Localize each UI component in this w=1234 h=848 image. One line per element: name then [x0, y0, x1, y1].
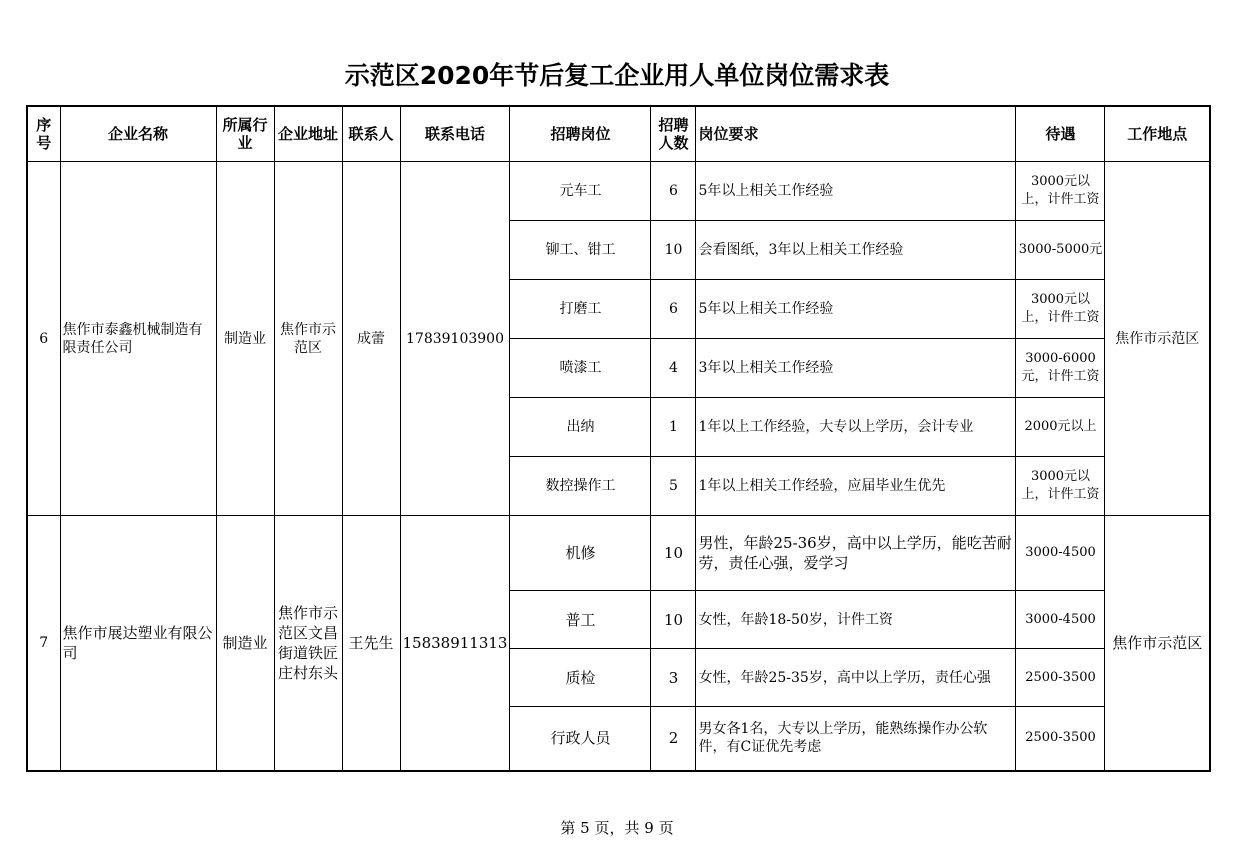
job-salary: 3000-6000元，计件工资 [1016, 339, 1105, 398]
job-count: 6 [651, 280, 696, 339]
job-salary: 3000-4500 [1016, 591, 1105, 649]
job-salary: 2000元以上 [1016, 398, 1105, 457]
job-position: 行政人员 [510, 707, 651, 771]
job-demand-table [26, 105, 1211, 772]
job-requirement: 1年以上工作经验，大专以上学历，会计专业 [696, 398, 1016, 457]
header-requirement: 岗位要求 [696, 106, 1016, 162]
job-requirement: 3年以上相关工作经验 [696, 339, 1016, 398]
job-count: 10 [651, 516, 696, 591]
job-salary: 3000元以上，计件工资 [1016, 162, 1105, 221]
job-requirement: 5年以上相关工作经验 [696, 280, 1016, 339]
header-row [27, 106, 1210, 162]
job-count: 1 [651, 398, 696, 457]
job-position: 喷漆工 [510, 339, 651, 398]
job-count: 4 [651, 339, 696, 398]
company-location: 焦作市示范区 [1105, 516, 1210, 771]
job-salary: 2500-3500 [1016, 707, 1105, 771]
job-position: 元车工 [510, 162, 651, 221]
company-contact: 成蕾 [342, 162, 400, 516]
header-seq: 序号 [27, 106, 60, 162]
job-count: 2 [651, 707, 696, 771]
company-industry: 制造业 [216, 516, 274, 771]
job-position: 机修 [510, 516, 651, 591]
job-requirement: 1年以上相关工作经验，应届毕业生优先 [696, 457, 1016, 516]
job-salary: 3000元以上，计件工资 [1016, 280, 1105, 339]
table-row [27, 162, 1210, 221]
header-company: 企业名称 [60, 106, 216, 162]
company-name: 焦作市泰鑫机械制造有限责任公司 [60, 162, 216, 516]
page-number: 第 5 页，共 9 页 [560, 819, 674, 837]
page-title: 示范区2020年节后复工企业用人单位岗位需求表 [344, 61, 890, 90]
header-phone: 联系电话 [400, 106, 510, 162]
header-industry: 所属行业 [216, 106, 274, 162]
header-contact: 联系人 [342, 106, 400, 162]
job-count: 3 [651, 649, 696, 707]
header-position: 招聘岗位 [510, 106, 651, 162]
job-position: 打磨工 [510, 280, 651, 339]
job-requirement: 男性，年龄25-36岁，高中以上学历，能吃苦耐劳，责任心强，爱学习 [696, 516, 1016, 591]
company-address: 焦作市示范区文昌街道铁匠庄村东头 [274, 516, 342, 771]
job-requirement: 女性，年龄25-35岁，高中以上学历，责任心强 [696, 649, 1016, 707]
job-salary: 3000-4500 [1016, 516, 1105, 591]
company-industry: 制造业 [216, 162, 274, 516]
company-contact: 王先生 [342, 516, 400, 771]
header-count: 招聘人数 [651, 106, 696, 162]
job-position: 数控操作工 [510, 457, 651, 516]
company-phone: 17839103900 [400, 162, 510, 516]
table-row [27, 516, 1210, 591]
header-location: 工作地点 [1105, 106, 1210, 162]
company-location: 焦作市示范区 [1105, 162, 1210, 516]
job-requirement: 女性，年龄18-50岁，计件工资 [696, 591, 1016, 649]
job-position: 普工 [510, 591, 651, 649]
company-address: 焦作市示范区 [274, 162, 342, 516]
job-requirement: 5年以上相关工作经验 [696, 162, 1016, 221]
job-count: 10 [651, 591, 696, 649]
job-salary: 3000-5000元 [1016, 221, 1105, 280]
job-requirement: 男女各1名，大专以上学历，能熟练操作办公软件，有C证优先考虑 [696, 707, 1016, 771]
job-count: 10 [651, 221, 696, 280]
job-salary: 3000元以上，计件工资 [1016, 457, 1105, 516]
job-position: 铆工、钳工 [510, 221, 651, 280]
job-position: 质检 [510, 649, 651, 707]
header-salary: 待遇 [1016, 106, 1105, 162]
job-position: 出纳 [510, 398, 651, 457]
job-count: 5 [651, 457, 696, 516]
company-seq: 7 [27, 516, 60, 771]
company-name: 焦作市展达塑业有限公司 [60, 516, 216, 771]
company-phone: 15838911313 [400, 516, 510, 771]
job-count: 6 [651, 162, 696, 221]
job-salary: 2500-3500 [1016, 649, 1105, 707]
header-address: 企业地址 [274, 106, 342, 162]
job-requirement: 会看图纸，3年以上相关工作经验 [696, 221, 1016, 280]
company-seq: 6 [27, 162, 60, 516]
